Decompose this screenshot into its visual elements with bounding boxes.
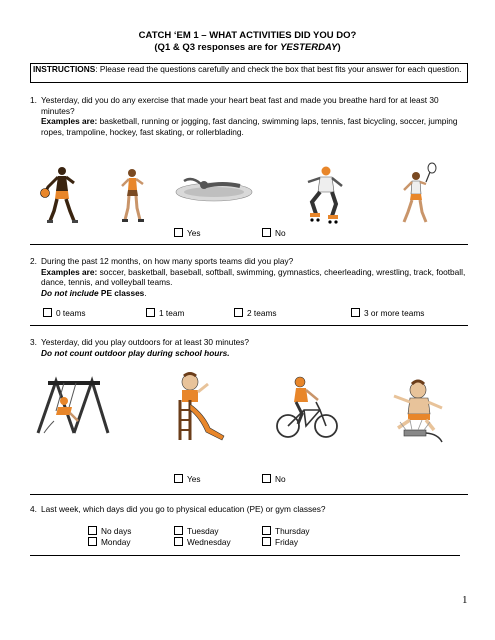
question-1-text: Yesterday, did you do any exercise that made your heart beat fast and made you breathe hard for at least 30 minutes? — [41, 95, 439, 116]
q3-option-no[interactable] — [262, 474, 286, 484]
q3-yes-label: Yes — [187, 474, 201, 484]
q4-wednesday-label: Wednesday — [187, 537, 231, 547]
q4-option-no-days[interactable] — [88, 526, 131, 536]
swing-set-illustration — [34, 375, 112, 437]
question-2-examples: soccer, basketball, baseball, softball, swimming, gymnastics, cheerleading, wrestling, track, football, dance, tennis, and volleyball teams. — [41, 266, 466, 288]
q4-thursday-label: Thursday — [275, 526, 310, 536]
q4-friday-label: Friday — [275, 537, 299, 547]
subtitle-suffix: ) — [337, 42, 341, 53]
divider — [30, 325, 468, 326]
q4-monday-label: Monday — [101, 537, 131, 547]
q4-option-monday[interactable] — [88, 537, 131, 547]
q1-no-checkbox[interactable] — [262, 228, 271, 237]
q2-3-plus-teams-label: 3 or more teams — [364, 308, 425, 318]
question-2 — [30, 256, 470, 298]
slide-illustration — [168, 370, 226, 442]
q2-0-teams-label: 0 teams — [56, 308, 86, 318]
instructions-box — [30, 63, 468, 83]
page-subtitle — [0, 42, 495, 53]
q4-option-wednesday[interactable] — [174, 537, 231, 547]
divider — [30, 244, 468, 245]
q1-option-no[interactable] — [262, 228, 286, 238]
question-4-text: Last week, which days did you go to physical education (PE) or gym classes? — [41, 504, 326, 514]
q2-option-3-plus-teams[interactable] — [351, 308, 424, 318]
q1-yes-label: Yes — [187, 228, 201, 238]
q2-3-plus-teams-checkbox[interactable] — [351, 308, 360, 317]
q2-1-team-label: 1 team — [159, 308, 185, 318]
q2-option-1-team[interactable] — [146, 308, 184, 318]
question-2-note-suffix: PE classes — [98, 287, 145, 298]
question-1-examples-label: Examples are: — [41, 116, 98, 127]
subtitle-emphasis: YESTERDAY — [280, 42, 338, 53]
rollerblader-illustration — [298, 166, 350, 224]
q2-2-teams-checkbox[interactable] — [234, 308, 243, 317]
q3-no-label: No — [275, 474, 286, 484]
q4-tuesday-checkbox[interactable] — [174, 526, 183, 535]
q1-yes-checkbox[interactable] — [174, 228, 183, 237]
q3-no-checkbox[interactable] — [262, 474, 271, 483]
q2-2-teams-label: 2 teams — [247, 308, 277, 318]
divider — [30, 555, 460, 556]
question-4-number: 4. — [30, 504, 37, 514]
q4-no-days-checkbox[interactable] — [88, 526, 97, 535]
q1-no-label: No — [275, 228, 286, 238]
runner-illustration — [118, 168, 148, 224]
question-2-note-end: . — [144, 287, 147, 298]
q4-option-friday[interactable] — [262, 537, 298, 547]
q2-option-0-teams[interactable] — [43, 308, 86, 318]
subtitle-prefix: (Q1 & Q3 responses are for — [154, 42, 281, 53]
question-2-number: 2. — [30, 256, 37, 266]
q4-monday-checkbox[interactable] — [88, 537, 97, 546]
divider — [30, 494, 468, 495]
question-4 — [30, 504, 470, 515]
question-2-note-prefix: Do not include — [41, 287, 99, 298]
question-3-number: 3. — [30, 337, 37, 347]
q4-option-thursday[interactable] — [262, 526, 310, 536]
question-1 — [30, 95, 470, 137]
q4-option-tuesday[interactable] — [174, 526, 219, 536]
instructions-text: : Please read the questions carefully and check the box that best fits your answer for each question. — [95, 64, 462, 74]
q2-1-team-checkbox[interactable] — [146, 308, 155, 317]
bicycle-rider-illustration — [276, 374, 340, 440]
q4-friday-checkbox[interactable] — [262, 537, 271, 546]
q3-yes-checkbox[interactable] — [174, 474, 183, 483]
question-3-text: Yesterday, did you play outdoors for at least 30 minutes? — [41, 337, 250, 347]
question-3 — [30, 337, 470, 358]
basketball-player-illustration — [38, 165, 84, 225]
q2-option-2-teams[interactable] — [234, 308, 277, 318]
swimmer-illustration — [174, 172, 254, 204]
question-2-examples-label: Examples are: — [41, 266, 98, 277]
q4-thursday-checkbox[interactable] — [262, 526, 271, 535]
question-3-note: Do not count outdoor play during school hours. — [41, 347, 230, 358]
page-title: CATCH ‘EM 1 – WHAT ACTIVITIES DID YOU DO? — [138, 30, 357, 41]
q4-no-days-label: No days — [101, 526, 132, 536]
question-2-text: During the past 12 months, on how many sports teams did you play? — [41, 256, 294, 266]
question-1-examples: basketball, running or jogging, fast dancing, swimming laps, tennis, fast bicycling, soccer, jumping ropes, trampoline, hockey, fast skating, or rollerblading. — [41, 116, 458, 137]
q2-0-teams-checkbox[interactable] — [43, 308, 52, 317]
instructions-label: INSTRUCTIONS — [33, 64, 96, 74]
sprinkler-kid-illustration — [382, 378, 448, 444]
page-number: 1 — [462, 594, 468, 606]
q4-tuesday-label: Tuesday — [187, 526, 219, 536]
q4-wednesday-checkbox[interactable] — [174, 537, 183, 546]
q1-option-yes[interactable] — [174, 228, 201, 238]
question-1-number: 1. — [30, 95, 37, 105]
q3-option-yes[interactable] — [174, 474, 201, 484]
tennis-player-illustration — [392, 162, 444, 226]
